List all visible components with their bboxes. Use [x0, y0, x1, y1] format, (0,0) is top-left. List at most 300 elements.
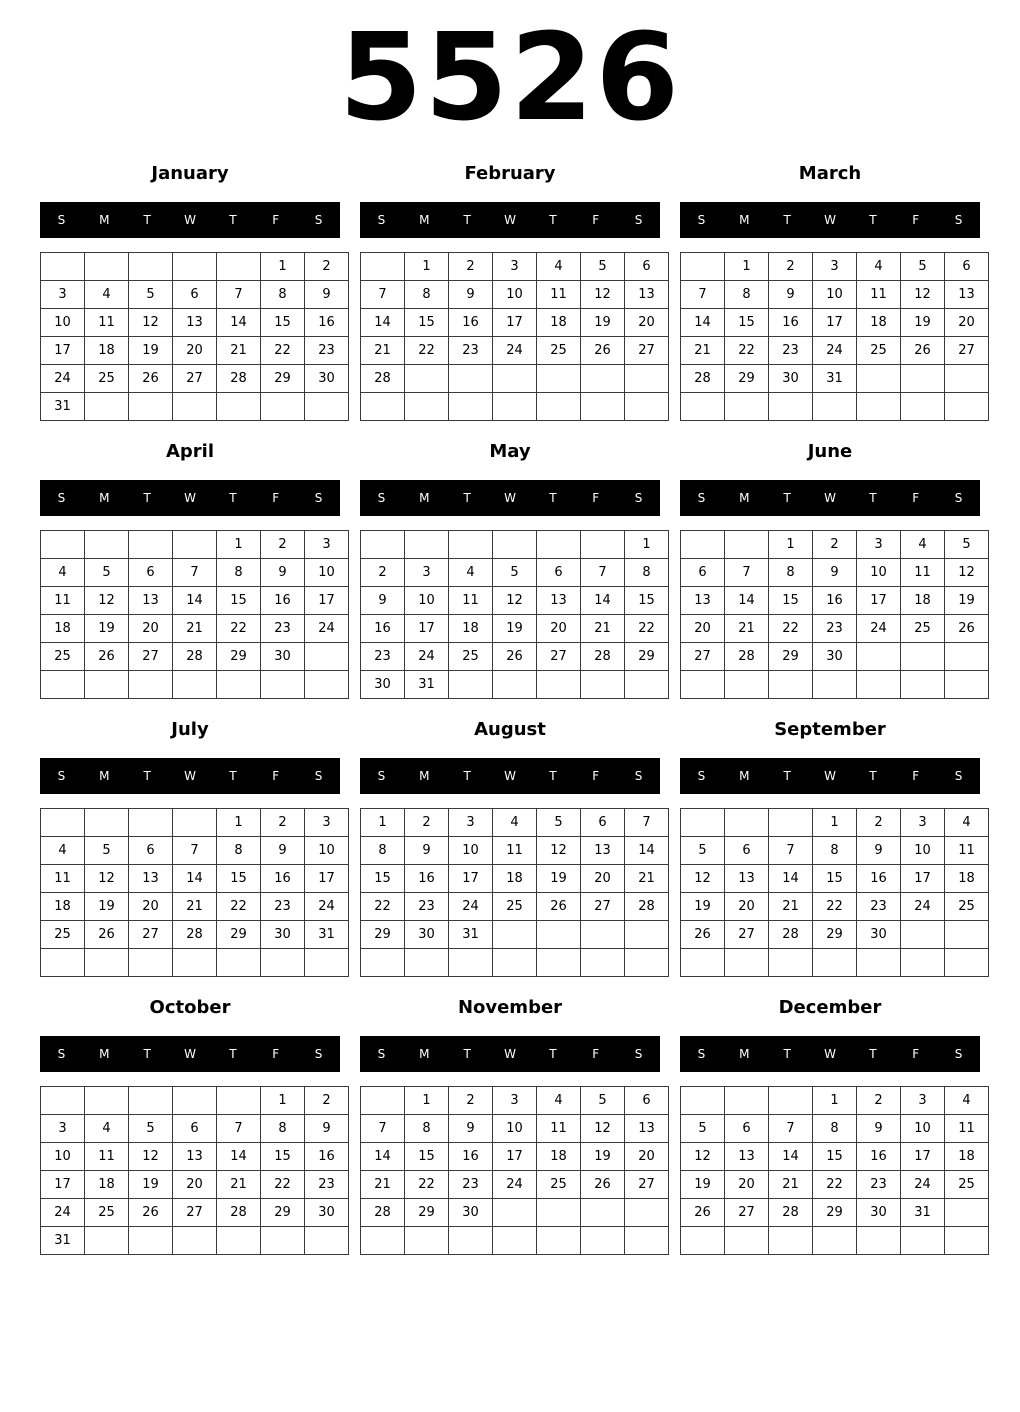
empty-day-cell — [217, 1227, 261, 1255]
day-cell: 31 — [405, 671, 449, 699]
weekday-label: F — [592, 213, 600, 227]
day-cell: 20 — [173, 337, 217, 365]
day-cell: 18 — [857, 309, 901, 337]
week-row — [681, 865, 989, 893]
weekday-label: T — [463, 491, 471, 505]
day-cell: 12 — [129, 309, 173, 337]
day-cell: 9 — [449, 281, 493, 309]
day-cell: 9 — [305, 281, 349, 309]
day-cell: 27 — [725, 921, 769, 949]
day-cell: 28 — [769, 921, 813, 949]
day-cell: 13 — [129, 587, 173, 615]
day-cell: 1 — [625, 531, 669, 559]
day-cell: 22 — [405, 1171, 449, 1199]
day-cell: 16 — [261, 865, 305, 893]
weekday-label: M — [99, 213, 110, 227]
week-row — [41, 281, 349, 309]
day-cell: 18 — [41, 893, 85, 921]
day-grid — [360, 252, 669, 421]
week-row — [361, 1087, 669, 1115]
empty-day-cell — [901, 671, 945, 699]
week-row — [41, 643, 349, 671]
day-cell: 31 — [813, 365, 857, 393]
empty-day-cell — [537, 1199, 581, 1227]
day-cell: 26 — [681, 921, 725, 949]
day-cell: 2 — [305, 253, 349, 281]
empty-day-cell — [857, 643, 901, 671]
week-row — [361, 309, 669, 337]
day-cell: 1 — [813, 809, 857, 837]
empty-day-cell — [405, 531, 449, 559]
empty-day-cell — [493, 531, 537, 559]
day-cell: 28 — [625, 893, 669, 921]
day-cell: 6 — [625, 253, 669, 281]
weekday-label: F — [592, 769, 600, 783]
day-cell: 9 — [261, 559, 305, 587]
week-row — [361, 1143, 669, 1171]
day-cell: 2 — [813, 531, 857, 559]
empty-day-cell — [769, 1087, 813, 1115]
day-cell: 12 — [493, 587, 537, 615]
day-cell: 26 — [129, 1199, 173, 1227]
weekday-label: S — [314, 491, 323, 505]
day-grid — [360, 1086, 669, 1255]
empty-day-cell — [449, 671, 493, 699]
day-cell: 8 — [625, 559, 669, 587]
weekday-label: M — [99, 491, 110, 505]
day-cell: 5 — [581, 253, 625, 281]
empty-day-cell — [261, 949, 305, 977]
week-row — [361, 1115, 669, 1143]
day-cell: 15 — [813, 1143, 857, 1171]
day-grid — [680, 252, 989, 421]
day-cell: 18 — [537, 1143, 581, 1171]
empty-day-cell — [725, 531, 769, 559]
week-row — [41, 1171, 349, 1199]
day-cell: 8 — [813, 837, 857, 865]
day-cell: 19 — [681, 893, 725, 921]
day-cell: 27 — [173, 365, 217, 393]
empty-day-cell — [681, 1227, 725, 1255]
day-cell: 26 — [581, 337, 625, 365]
day-cell: 31 — [449, 921, 493, 949]
empty-day-cell — [173, 1227, 217, 1255]
weekday-label: M — [419, 213, 430, 227]
empty-day-cell — [85, 531, 129, 559]
day-cell: 7 — [173, 559, 217, 587]
day-cell: 16 — [305, 309, 349, 337]
day-cell: 19 — [681, 1171, 725, 1199]
day-cell: 12 — [85, 587, 129, 615]
day-cell: 2 — [305, 1087, 349, 1115]
day-cell: 9 — [305, 1115, 349, 1143]
day-cell: 23 — [305, 337, 349, 365]
weekday-label: S — [954, 213, 963, 227]
day-cell: 11 — [945, 1115, 989, 1143]
empty-day-cell — [305, 643, 349, 671]
empty-day-cell — [173, 531, 217, 559]
empty-day-cell — [769, 949, 813, 977]
empty-day-cell — [493, 1199, 537, 1227]
day-cell: 14 — [725, 587, 769, 615]
week-row — [681, 921, 989, 949]
empty-day-cell — [85, 393, 129, 421]
week-row — [361, 643, 669, 671]
day-cell: 19 — [85, 893, 129, 921]
day-cell: 20 — [945, 309, 989, 337]
day-cell: 11 — [41, 587, 85, 615]
day-cell: 12 — [581, 281, 625, 309]
day-cell: 7 — [217, 1115, 261, 1143]
day-cell: 29 — [405, 1199, 449, 1227]
day-cell: 17 — [449, 865, 493, 893]
week-row — [681, 1199, 989, 1227]
day-cell: 21 — [361, 1171, 405, 1199]
weekday-label: S — [954, 491, 963, 505]
day-cell: 9 — [769, 281, 813, 309]
day-cell: 5 — [129, 1115, 173, 1143]
weekday-label: W — [824, 491, 836, 505]
week-row — [681, 809, 989, 837]
day-cell: 15 — [405, 1143, 449, 1171]
weekday-label: T — [869, 213, 877, 227]
empty-day-cell — [85, 253, 129, 281]
empty-day-cell — [361, 1227, 405, 1255]
empty-day-cell — [405, 1227, 449, 1255]
empty-day-cell — [681, 671, 725, 699]
day-cell: 14 — [625, 837, 669, 865]
week-row — [681, 1115, 989, 1143]
day-cell: 17 — [41, 337, 85, 365]
weekday-label: S — [634, 1047, 643, 1061]
day-cell: 3 — [493, 253, 537, 281]
day-cell: 9 — [361, 587, 405, 615]
day-cell: 5 — [85, 559, 129, 587]
day-cell: 11 — [857, 281, 901, 309]
week-row — [41, 1087, 349, 1115]
day-cell: 21 — [769, 1171, 813, 1199]
day-cell: 7 — [681, 281, 725, 309]
empty-day-cell — [725, 949, 769, 977]
empty-day-cell — [405, 393, 449, 421]
week-row — [361, 949, 669, 977]
day-cell: 9 — [857, 837, 901, 865]
day-cell: 9 — [405, 837, 449, 865]
day-cell: 13 — [129, 865, 173, 893]
week-row — [41, 1199, 349, 1227]
week-row — [41, 1143, 349, 1171]
week-row — [361, 337, 669, 365]
empty-day-cell — [85, 671, 129, 699]
weekday-label: W — [184, 769, 196, 783]
day-cell: 29 — [261, 365, 305, 393]
day-cell: 18 — [537, 309, 581, 337]
empty-day-cell — [813, 671, 857, 699]
day-cell: 23 — [261, 615, 305, 643]
day-cell: 5 — [581, 1087, 625, 1115]
day-cell: 7 — [769, 837, 813, 865]
weekday-label: S — [634, 769, 643, 783]
week-row — [361, 281, 669, 309]
day-cell: 22 — [217, 615, 261, 643]
empty-day-cell — [493, 949, 537, 977]
empty-day-cell — [305, 1227, 349, 1255]
weekday-label: T — [869, 491, 877, 505]
week-row — [681, 893, 989, 921]
day-cell: 28 — [217, 1199, 261, 1227]
day-cell: 12 — [681, 865, 725, 893]
day-cell: 9 — [449, 1115, 493, 1143]
week-row — [41, 893, 349, 921]
empty-day-cell — [945, 1199, 989, 1227]
day-cell: 8 — [813, 1115, 857, 1143]
empty-day-cell — [901, 949, 945, 977]
day-cell: 19 — [129, 337, 173, 365]
day-cell: 6 — [725, 837, 769, 865]
empty-day-cell — [261, 393, 305, 421]
day-cell: 22 — [725, 337, 769, 365]
day-cell: 3 — [901, 809, 945, 837]
day-cell: 20 — [725, 893, 769, 921]
empty-day-cell — [681, 393, 725, 421]
day-cell: 28 — [361, 365, 405, 393]
day-cell: 14 — [361, 1143, 405, 1171]
day-cell: 3 — [901, 1087, 945, 1115]
day-cell: 10 — [493, 1115, 537, 1143]
day-cell: 22 — [261, 337, 305, 365]
day-cell: 5 — [493, 559, 537, 587]
day-cell: 25 — [537, 1171, 581, 1199]
empty-day-cell — [41, 531, 85, 559]
weekday-label: F — [272, 213, 280, 227]
day-cell: 8 — [769, 559, 813, 587]
day-cell: 25 — [857, 337, 901, 365]
weekday-label: T — [783, 769, 791, 783]
weekday-label: S — [697, 1047, 706, 1061]
empty-day-cell — [449, 365, 493, 393]
weekday-label: S — [954, 1047, 963, 1061]
week-row — [361, 865, 669, 893]
empty-day-cell — [537, 531, 581, 559]
day-cell: 2 — [261, 531, 305, 559]
day-cell: 3 — [305, 809, 349, 837]
day-cell: 1 — [361, 809, 405, 837]
empty-day-cell — [945, 393, 989, 421]
empty-day-cell — [129, 1227, 173, 1255]
week-row — [681, 643, 989, 671]
empty-day-cell — [581, 1227, 625, 1255]
day-cell: 22 — [405, 337, 449, 365]
weekday-label: M — [739, 1047, 750, 1061]
day-cell: 14 — [581, 587, 625, 615]
weekday-label: F — [272, 769, 280, 783]
day-cell: 15 — [813, 865, 857, 893]
day-cell: 4 — [493, 809, 537, 837]
day-cell: 30 — [769, 365, 813, 393]
empty-day-cell — [305, 671, 349, 699]
day-cell: 19 — [129, 1171, 173, 1199]
day-cell: 8 — [217, 559, 261, 587]
day-cell: 15 — [261, 1143, 305, 1171]
weekday-label: T — [549, 1047, 557, 1061]
day-cell: 11 — [901, 559, 945, 587]
day-cell: 21 — [217, 337, 261, 365]
day-cell: 9 — [813, 559, 857, 587]
month-title: June — [807, 441, 853, 462]
day-cell: 19 — [581, 1143, 625, 1171]
weekday-label: M — [419, 769, 430, 783]
day-cell: 26 — [493, 643, 537, 671]
day-cell: 17 — [305, 865, 349, 893]
week-row — [41, 1227, 349, 1255]
empty-day-cell — [769, 393, 813, 421]
day-cell: 5 — [537, 809, 581, 837]
empty-day-cell — [725, 809, 769, 837]
day-cell: 2 — [769, 253, 813, 281]
weekday-label: S — [697, 213, 706, 227]
day-cell: 26 — [85, 643, 129, 671]
day-cell: 4 — [945, 809, 989, 837]
day-cell: 20 — [129, 893, 173, 921]
day-cell: 24 — [305, 615, 349, 643]
day-cell: 28 — [769, 1199, 813, 1227]
day-cell: 10 — [41, 309, 85, 337]
day-cell: 17 — [305, 587, 349, 615]
day-cell: 25 — [537, 337, 581, 365]
day-cell: 5 — [85, 837, 129, 865]
day-cell: 25 — [493, 893, 537, 921]
day-cell: 10 — [901, 1115, 945, 1143]
weekday-label: S — [697, 491, 706, 505]
week-row — [41, 949, 349, 977]
empty-day-cell — [769, 809, 813, 837]
day-cell: 29 — [217, 921, 261, 949]
weekday-label: M — [99, 769, 110, 783]
day-grid — [40, 808, 349, 977]
day-cell: 4 — [85, 1115, 129, 1143]
day-cell: 3 — [405, 559, 449, 587]
day-cell: 21 — [625, 865, 669, 893]
day-cell: 10 — [449, 837, 493, 865]
day-cell: 5 — [945, 531, 989, 559]
week-row — [361, 587, 669, 615]
day-cell: 13 — [581, 837, 625, 865]
day-cell: 12 — [85, 865, 129, 893]
empty-day-cell — [581, 921, 625, 949]
day-cell: 1 — [813, 1087, 857, 1115]
week-row — [681, 671, 989, 699]
day-cell: 2 — [361, 559, 405, 587]
day-cell: 28 — [173, 643, 217, 671]
day-cell: 23 — [305, 1171, 349, 1199]
day-cell: 18 — [449, 615, 493, 643]
empty-day-cell — [945, 949, 989, 977]
day-cell: 5 — [681, 837, 725, 865]
weekday-label: T — [869, 1047, 877, 1061]
day-cell: 14 — [217, 309, 261, 337]
day-cell: 7 — [625, 809, 669, 837]
week-row — [361, 393, 669, 421]
day-cell: 6 — [129, 559, 173, 587]
day-cell: 22 — [813, 1171, 857, 1199]
week-row — [361, 559, 669, 587]
day-cell: 25 — [901, 615, 945, 643]
day-cell: 30 — [305, 1199, 349, 1227]
day-cell: 14 — [681, 309, 725, 337]
week-row — [361, 531, 669, 559]
day-cell: 12 — [681, 1143, 725, 1171]
weekday-label: T — [463, 769, 471, 783]
day-cell: 28 — [173, 921, 217, 949]
day-cell: 24 — [449, 893, 493, 921]
day-cell: 22 — [217, 893, 261, 921]
day-cell: 12 — [537, 837, 581, 865]
day-cell: 3 — [449, 809, 493, 837]
day-cell: 24 — [405, 643, 449, 671]
day-cell: 20 — [625, 309, 669, 337]
empty-day-cell — [361, 253, 405, 281]
day-cell: 14 — [361, 309, 405, 337]
day-cell: 18 — [85, 337, 129, 365]
day-cell: 15 — [625, 587, 669, 615]
day-cell: 18 — [41, 615, 85, 643]
day-cell: 28 — [681, 365, 725, 393]
weekday-label: S — [634, 491, 643, 505]
empty-day-cell — [945, 921, 989, 949]
empty-day-cell — [625, 365, 669, 393]
day-cell: 10 — [901, 837, 945, 865]
day-cell: 27 — [625, 1171, 669, 1199]
week-row — [41, 587, 349, 615]
day-cell: 2 — [857, 809, 901, 837]
empty-day-cell — [681, 253, 725, 281]
day-cell: 17 — [901, 865, 945, 893]
week-row — [361, 921, 669, 949]
weekday-header — [40, 758, 340, 794]
day-cell: 25 — [41, 643, 85, 671]
week-row — [361, 365, 669, 393]
empty-day-cell — [449, 949, 493, 977]
day-cell: 20 — [581, 865, 625, 893]
week-row — [681, 337, 989, 365]
empty-day-cell — [493, 393, 537, 421]
empty-day-cell — [173, 809, 217, 837]
day-cell: 30 — [261, 921, 305, 949]
empty-day-cell — [361, 393, 405, 421]
day-cell: 13 — [173, 1143, 217, 1171]
weekday-label: S — [697, 769, 706, 783]
day-cell: 26 — [85, 921, 129, 949]
day-cell: 30 — [449, 1199, 493, 1227]
weekday-label: T — [143, 491, 151, 505]
day-cell: 19 — [537, 865, 581, 893]
day-cell: 18 — [945, 1143, 989, 1171]
empty-day-cell — [449, 531, 493, 559]
day-cell: 6 — [173, 1115, 217, 1143]
weekday-label: T — [783, 491, 791, 505]
weekday-label: T — [549, 491, 557, 505]
day-cell: 8 — [217, 837, 261, 865]
empty-day-cell — [493, 1227, 537, 1255]
weekday-label: T — [783, 213, 791, 227]
day-cell: 9 — [261, 837, 305, 865]
day-cell: 22 — [361, 893, 405, 921]
weekday-header — [360, 758, 660, 794]
day-cell: 29 — [769, 643, 813, 671]
year-title: 5526 — [339, 9, 681, 148]
week-row — [41, 615, 349, 643]
weekday-label: W — [504, 1047, 516, 1061]
